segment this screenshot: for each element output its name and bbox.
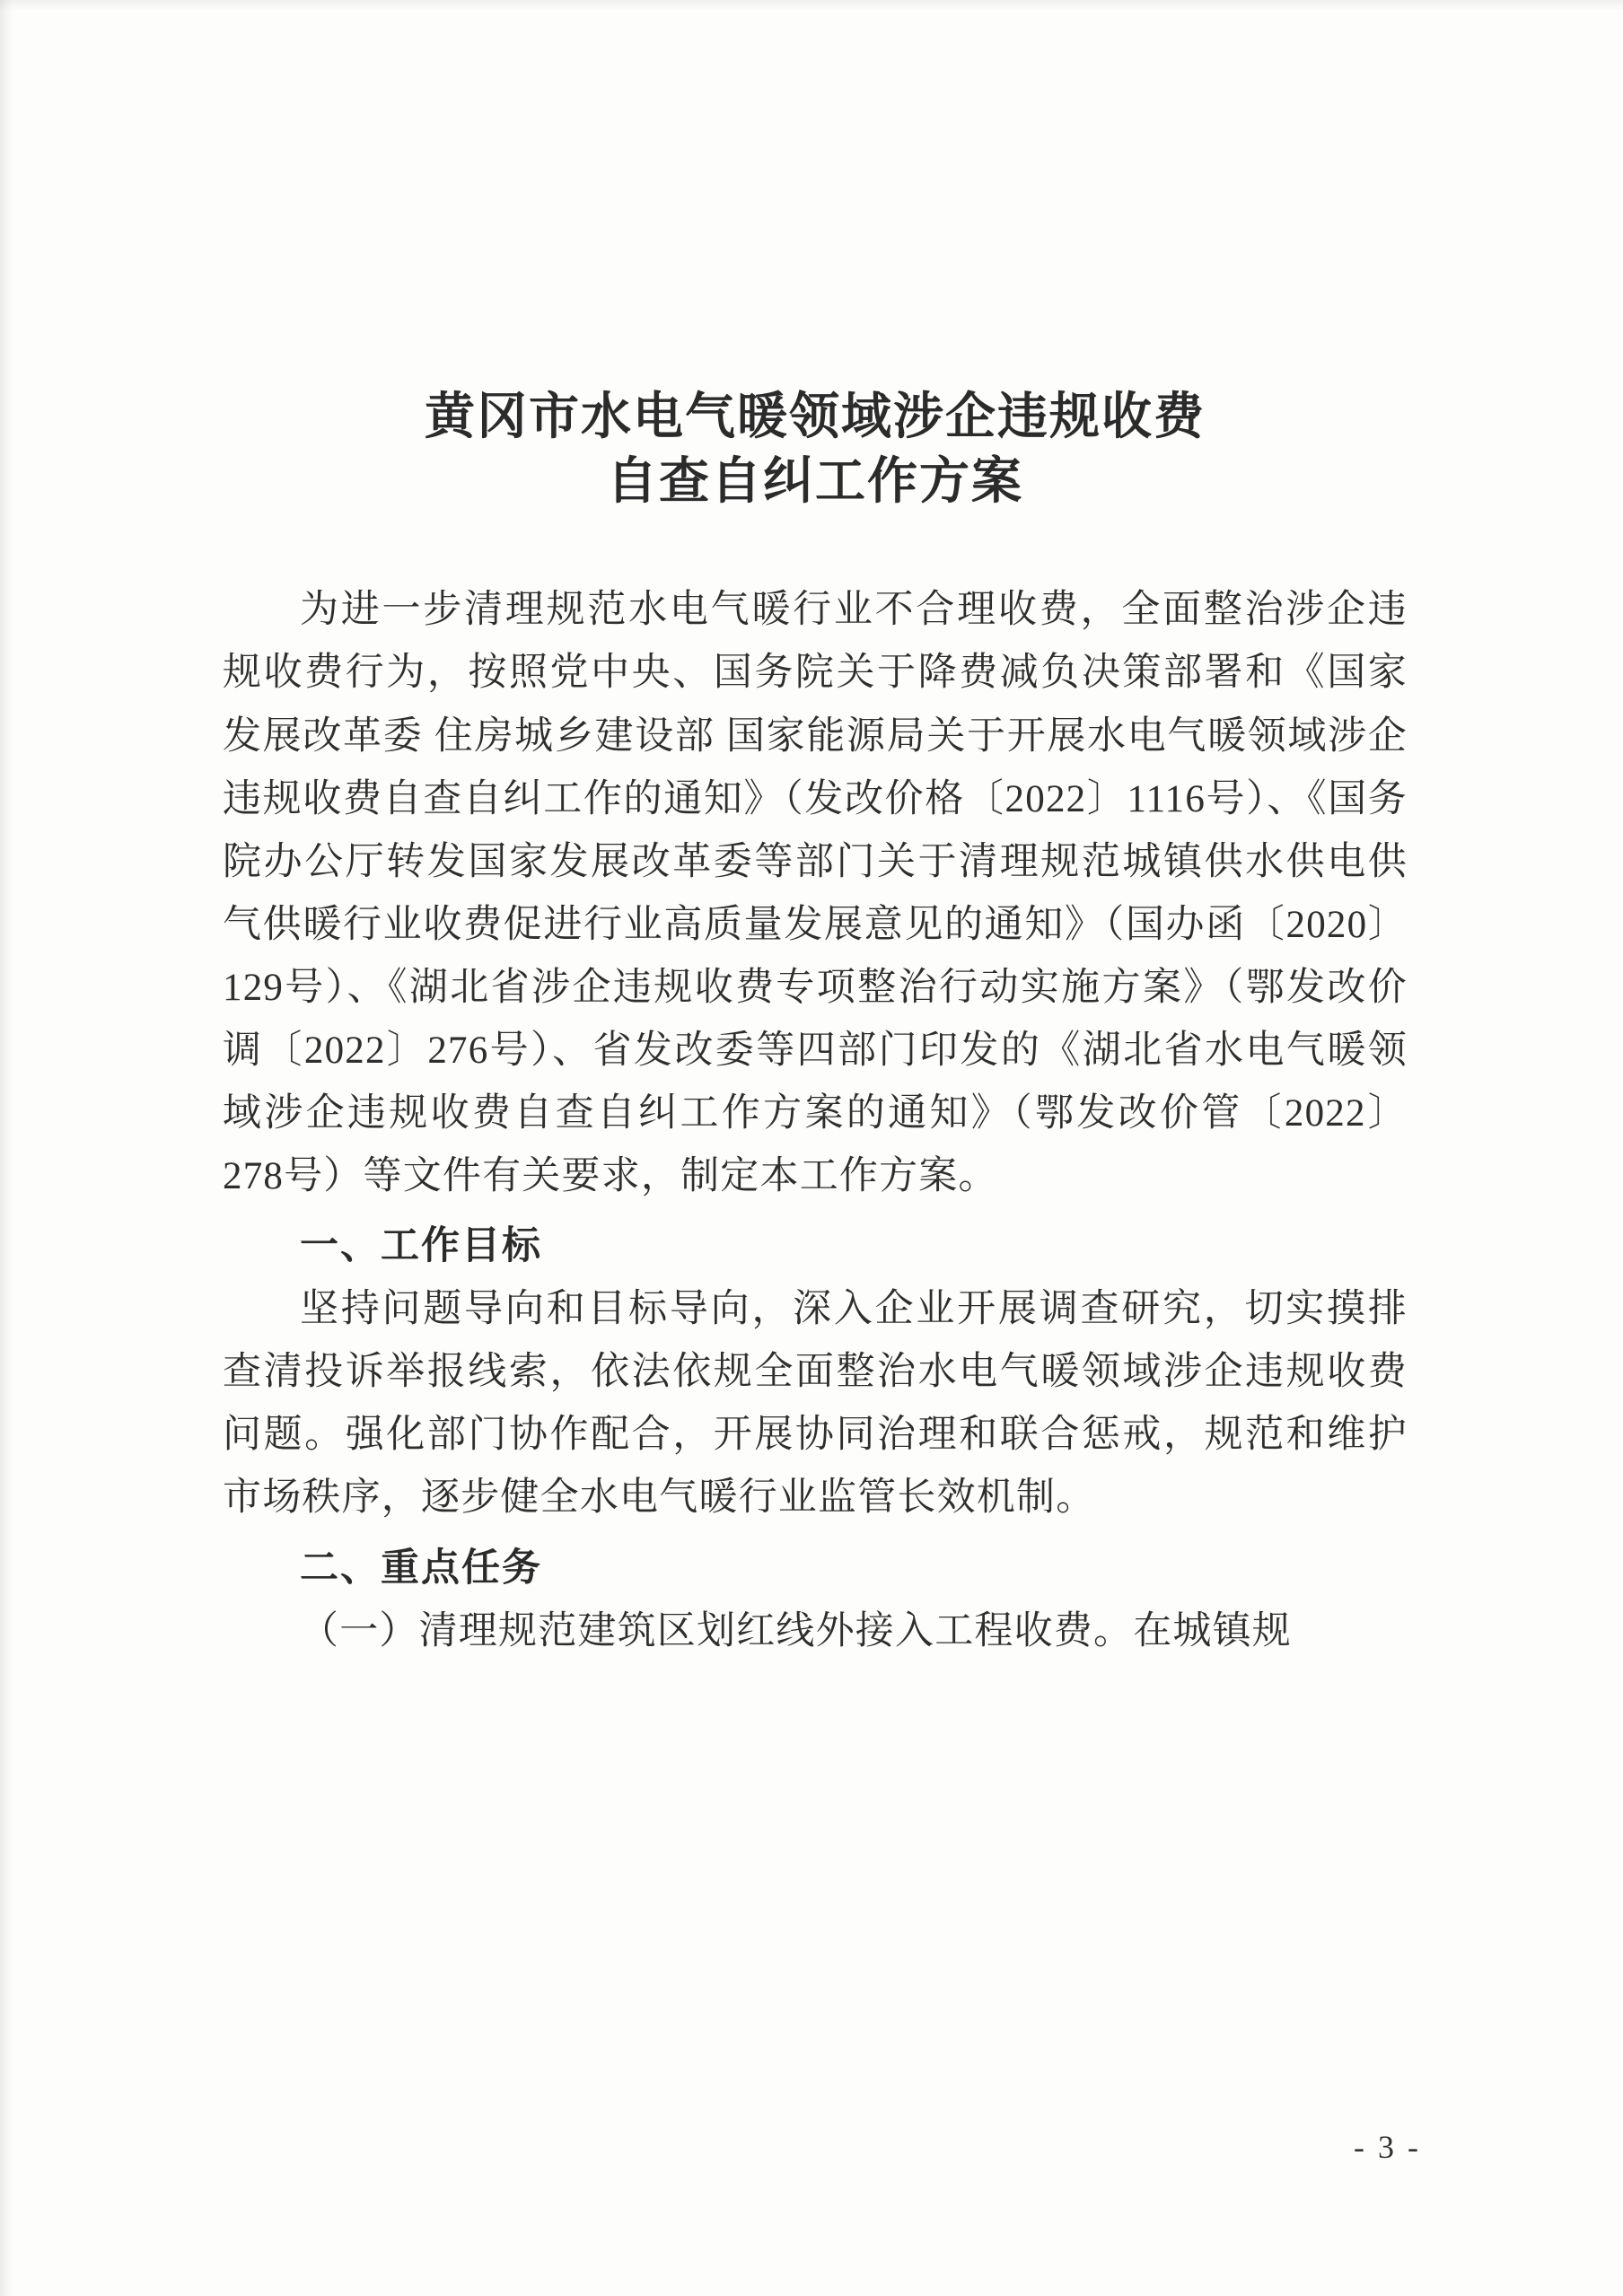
section-heading-2: 二、重点任务 <box>300 1547 542 1590</box>
page-title-line-1: 黄冈市水电气暖领域涉企违规收费 <box>425 390 1206 445</box>
section-body-1: 坚持问题导向和目标导向，深入企业开展调查研究，切实摸排查清投诉举报线索，依法依规全面整治水电气暖领域涉企违规收费问题。强化部门协作配合，开展协同治理和联合惩戒，规范和维护市场秩序，逐步健全水电气暖行业监管长效机制。 <box>223 1288 1408 1520</box>
document-content <box>223 386 1408 1663</box>
intro-paragraph: 为进一步清理规范水电气暖行业不合理收费，全面整治涉企违规收费行为，按照党中央、国务院关于降费减负决策部署和《国家发展改革委 住房城乡建设部 国家能源局关于开展水电气暖领域涉企违规收费自查自纠工作的通知》（发改价格〔2022〕1116号）、《国务院办公厅转发国家发展改革委等部门关于清理规范城镇供水供电供气供暖行业收费促进行业高质量发展意见的通知》（国办函〔2020〕129号）、《湖北省涉企违规收费专项整治行动实施方案》（鄂发改价调〔2022〕276号）、省发改委等四部门印发的《湖北省水电气暖领域涉企违规收费自查自纠工作方案的通知》（鄂发改价管〔2022〕278号）等文件有关要求，制定本工作方案。 <box>223 589 1408 1198</box>
page-top-shadow <box>0 0 1623 11</box>
page-left-shadow <box>0 0 13 2296</box>
paragraph-spacer-1 <box>223 1208 1408 1215</box>
page-title <box>223 386 1408 514</box>
paragraph-spacer-2 <box>223 1530 1408 1538</box>
title-spacer <box>223 514 1408 579</box>
section-heading-1: 一、工作目标 <box>300 1225 542 1268</box>
page-number: - 3 - <box>1354 2129 1421 2165</box>
section-body-2: （一）清理规范建筑区划红线外接入工程收费。在城镇规 <box>300 1609 1292 1652</box>
page-title-line-2: 自查自纠工作方案 <box>607 453 1023 510</box>
